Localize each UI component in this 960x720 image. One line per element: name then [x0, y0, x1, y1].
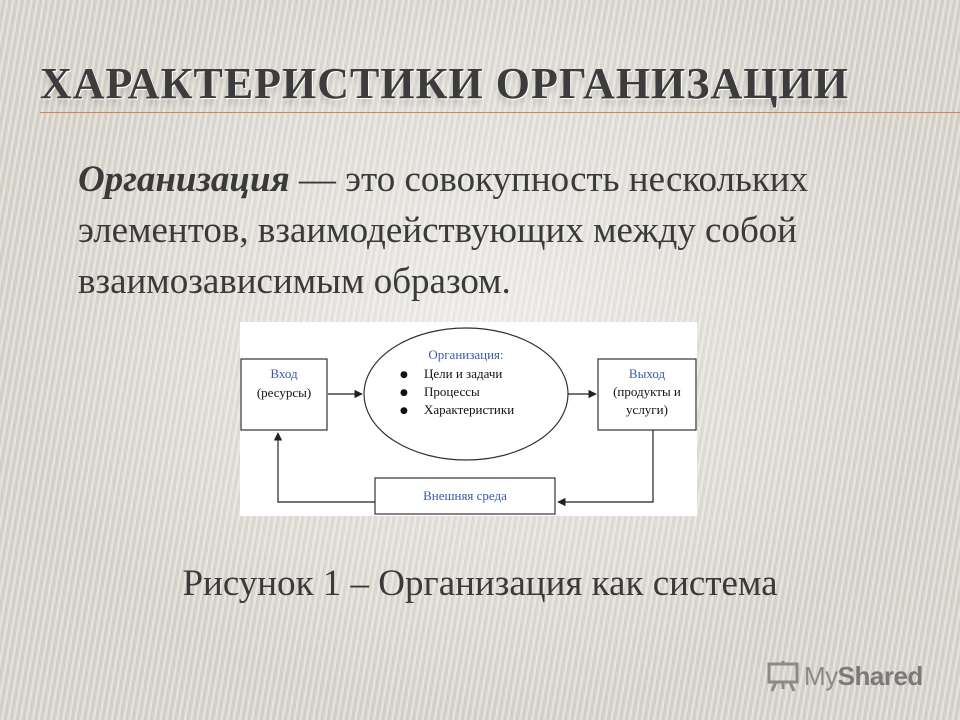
- definition-term: Организация: [78, 159, 290, 200]
- arrow-output-to-environment: [558, 430, 653, 502]
- watermark-text: [804, 661, 923, 692]
- diagram-canvas: [240, 322, 697, 516]
- output-subtitle-line1: (продукты и: [613, 384, 681, 399]
- mysharedwatermark: [766, 654, 936, 698]
- environment-label: Внешняя среда: [423, 488, 507, 503]
- presentation-board-icon: [766, 659, 800, 693]
- bullet-icon: ●: [400, 406, 408, 416]
- definition-body: — это совокупность нескольких элементов, взаимодействующих между собой взаимозависимым образом.: [78, 159, 809, 302]
- input-title: Вход: [270, 366, 298, 381]
- figure-caption: Рисунок 1 – Организация как система: [182, 563, 778, 604]
- definition-text: [78, 154, 918, 307]
- watermark-prefix: My: [804, 660, 838, 691]
- organization-system-diagram: [240, 322, 697, 516]
- organization-item: Характеристики: [424, 402, 515, 417]
- organization-item: Цели и задачи: [424, 366, 503, 381]
- watermark-brand: Shared: [837, 660, 923, 691]
- organization-title: Организация:: [428, 347, 504, 362]
- input-subtitle: (ресурсы): [256, 385, 312, 400]
- bullet-icon: ●: [400, 370, 408, 380]
- output-subtitle-line2: услуги): [626, 402, 668, 417]
- output-title: Выход: [628, 366, 666, 381]
- organization-item: Процессы: [424, 384, 480, 399]
- title-underline: [40, 112, 960, 113]
- slide-title: ХАРАКТЕРИСТИКИ ОРГАНИЗАЦИИ: [40, 59, 849, 108]
- bullet-icon: ●: [400, 388, 408, 398]
- arrow-environment-to-input: [278, 433, 375, 502]
